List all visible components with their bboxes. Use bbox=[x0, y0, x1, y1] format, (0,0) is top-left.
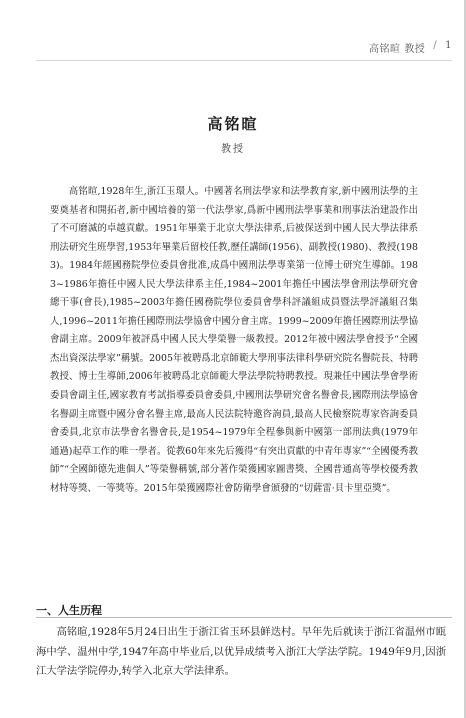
article-subtitle: 教授 bbox=[221, 144, 245, 155]
running-header bbox=[320, 40, 452, 55]
section-body: 高铭暄,1928年5月24日出生于浙江省玉环县鲜迭村。早年先后就读于浙江省温州市瓯海中学、温州中学,1947年高中毕业后,以优异成绩考入浙江大学法学院。1949年9月,因浙江大学法学院停办,转学入北京大学法律系。 bbox=[36, 626, 446, 677]
header-divider bbox=[36, 60, 452, 61]
header-separator: / bbox=[433, 40, 438, 51]
running-title: 高铭暄 教授 bbox=[369, 44, 426, 55]
section-divider bbox=[36, 617, 452, 618]
section-heading: 一、人生历程 bbox=[36, 604, 102, 617]
article-title: 高铭暄 bbox=[207, 115, 259, 133]
page-number: 1 bbox=[445, 40, 452, 51]
biography-abstract: 高铭暄,1928年生,浙江玉環人。中國著名刑法學家和法學教育家,新中國刑法學的主要奠基者和開拓者,新中國培養的第一代法學家,爲新中國刑法學事業和刑事法治建設作出了不可磨滅的卓越貢獻。1951年畢業于北京大學法律系,后被保送到中國人民大學法律系刑法研究生班學習,1953年畢業后留校任教,歷任講師(1956)、副教授(1980)、教授(1983)。1984年經國務院學位委員會批准,成爲中國刑法學專業第一位博士研究生導師。1983~1986年擔任中國人民大學法律系主任,1984~2001年擔任中國法學會刑法學研究會總干事(會長),1985~2003年擔任國務院學位委員會學科評議組成員暨法學評議組召集人,1996~2011年擔任國際刑法學協會中國分會主席。1999~2009年擔任國際刑法學協會副主席。2009年被評爲中國人民大學榮譽一級教授。2012年被中國法學會授予“全國杰出資深法學家”稱號。2005年被聘爲北京師範大學刑事法律科學研究院名譽院長、特聘教授、博士生導師,2006年被聘爲北京師範大學法學院特聘教授。現兼任中國法學會學術委員會副主任,國家教育考試指導委員會委員,中國刑法學研究會名譽會長,國際刑法學協會名譽副主席暨中國分會名譽主席,最高人民法院特邀咨詢員,最高人民檢察院專家咨詢委員會委員,北京市法學會名譽會長,是1954~1979年全程參與新中國第一部刑法典(1979年通過)起草工作的唯一學者。從教60年來先后獲得“有突出貢獻的中青年專家”“全國優秀教師”“全國師德先進個人”等榮譽稱號,部分著作榮獲國家圖書獎、全國普通高等學校優秀教材特等獎、一等獎等。2015年榮獲國際社會防衛學會頒發的“切薩雷·貝卡里亞獎”。 bbox=[50, 186, 418, 494]
